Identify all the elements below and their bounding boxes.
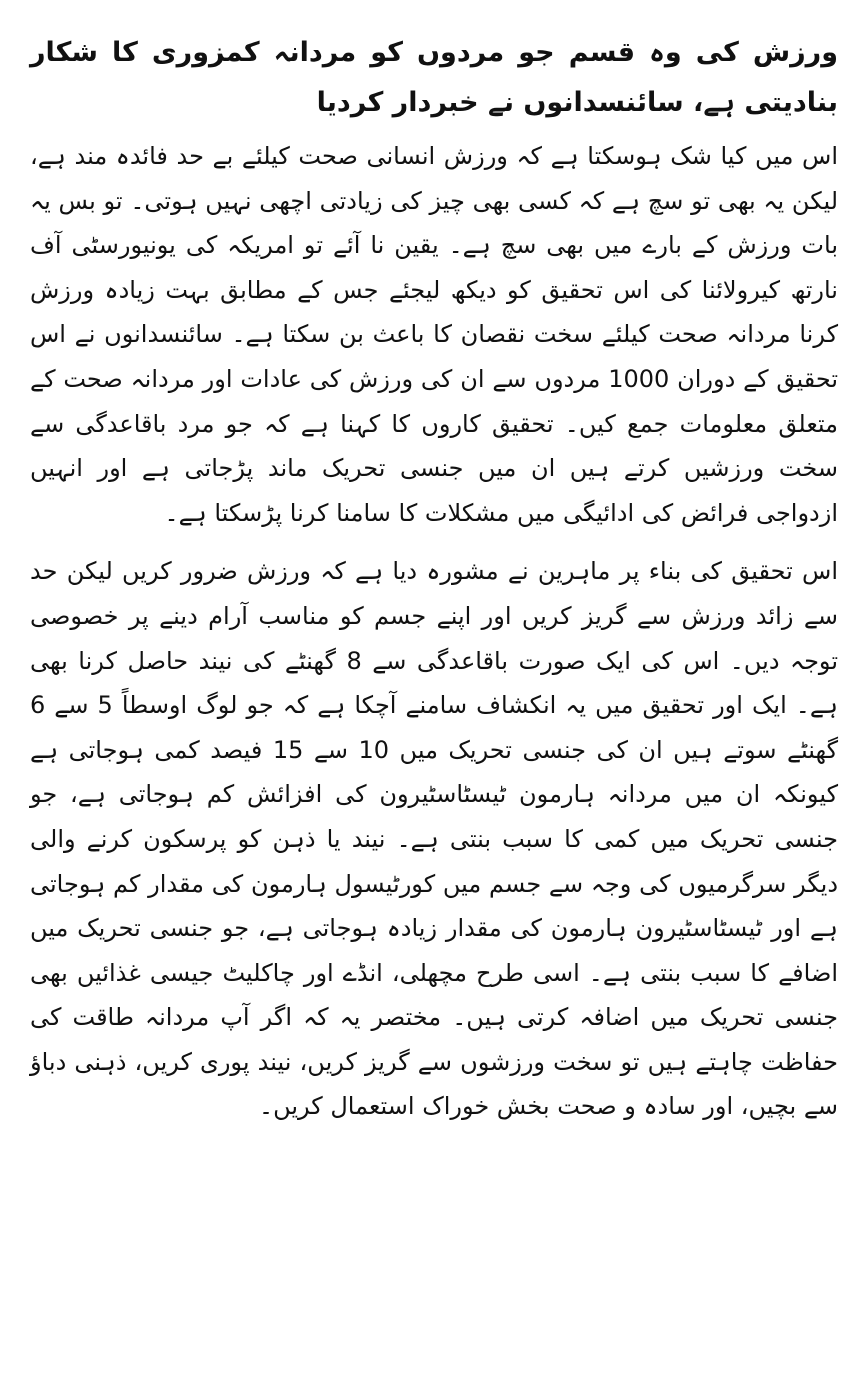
article-title: ورزش کی وہ قسم جو مردوں کو مردانہ کمزوری کا شکار بنادیتی ہے، سائنسدانوں نے خبردار کردیا xyxy=(30,37,838,118)
article-paragraph-1: اس میں کیا شک ہوسکتا ہے کہ ورزش انسانی صحت کیلئے بے حد فائدہ مند ہے، لیکن یہ بھی تو سچ ہے کہ کسی بھی چیز کی زیادتی اچھی نہیں ہوتی۔ تو بس یہ بات ورزش کے بارے میں بھی سچ ہے۔ یقین نا آئے تو امریکہ کی یونیورسٹی آف نارتھ کیرولائنا کی اس تحقیق کو دیکھ لیجئے جس کے مطابق بہت زیادہ ورزش کرنا مردانہ صحت کیلئے سخت نقصان کا باعث بن سکتا ہے۔ سائنسدانوں نے اس تحقیق کے دوران 1000 مردوں سے ان کی ورزش کی عادات اور مردانہ صحت کے متعلق معلومات جمع کیں۔ تحقیق کاروں کا کہنا ہے کہ جو مرد باقاعدگی سے سخت ورزشیں کرتے ہیں ان میں جنسی تحریک ماند پڑجاتی ہے اور انہیں ازدواجی فرائض کی ادائیگی میں مشکلات کا سامنا کرنا پڑسکتا ہے۔ xyxy=(30,142,839,527)
article-paragraph-2: اس تحقیق کی بناء پر ماہرین نے مشورہ دیا ہے کہ ورزش ضرور کریں لیکن حد سے زائد ورزش سے گریز کریں اور اپنے جسم کو مناسب آرام دینے پر خصوصی توجہ دیں۔ اس کی ایک صورت باقاعدگی سے 8 گھنٹے کی نیند حاصل کرنا بھی ہے۔ ایک اور تحقیق میں یہ انکشاف سامنے آچکا ہے کہ جو لوگ اوسطاً 5 سے 6 گھنٹے سوتے ہیں ان کی جنسی تحریک میں 10 سے 15 فیصد کمی ہوجاتی ہے کیونکہ ان میں مردانہ ہارمون ٹیسٹاسٹیرون کی افزائش کم ہوجاتی ہے، جو جنسی تحریک میں کمی کا سبب بنتی ہے۔ نیند یا ذہن کو پرسکون کرنے والی دیگر سرگرمیوں کی وجہ سے جسم میں کورٹیسول ہارمون کی مقدار کم ہوجاتی ہے اور ٹیسٹاسٹیرون ہارمون کی مقدار زیادہ ہوجاتی ہے، جو جنسی تحریک میں اضافے کا سبب بنتی ہے۔ اسی طرح مچھلی، انڈے اور چاکلیٹ جیسی غذائیں بھی جنسی تحریک میں اضافہ کرتی ہیں۔ مختصر یہ کہ اگر آپ مردانہ طاقت کی حفاظت چاہتے ہیں تو سخت ورزشوں سے گریز کریں، نیند پوری کریں، ذہنی دباؤ سے بچیں، اور سادہ و صحت بخش خوراک استعمال کریں۔ xyxy=(30,557,839,1121)
